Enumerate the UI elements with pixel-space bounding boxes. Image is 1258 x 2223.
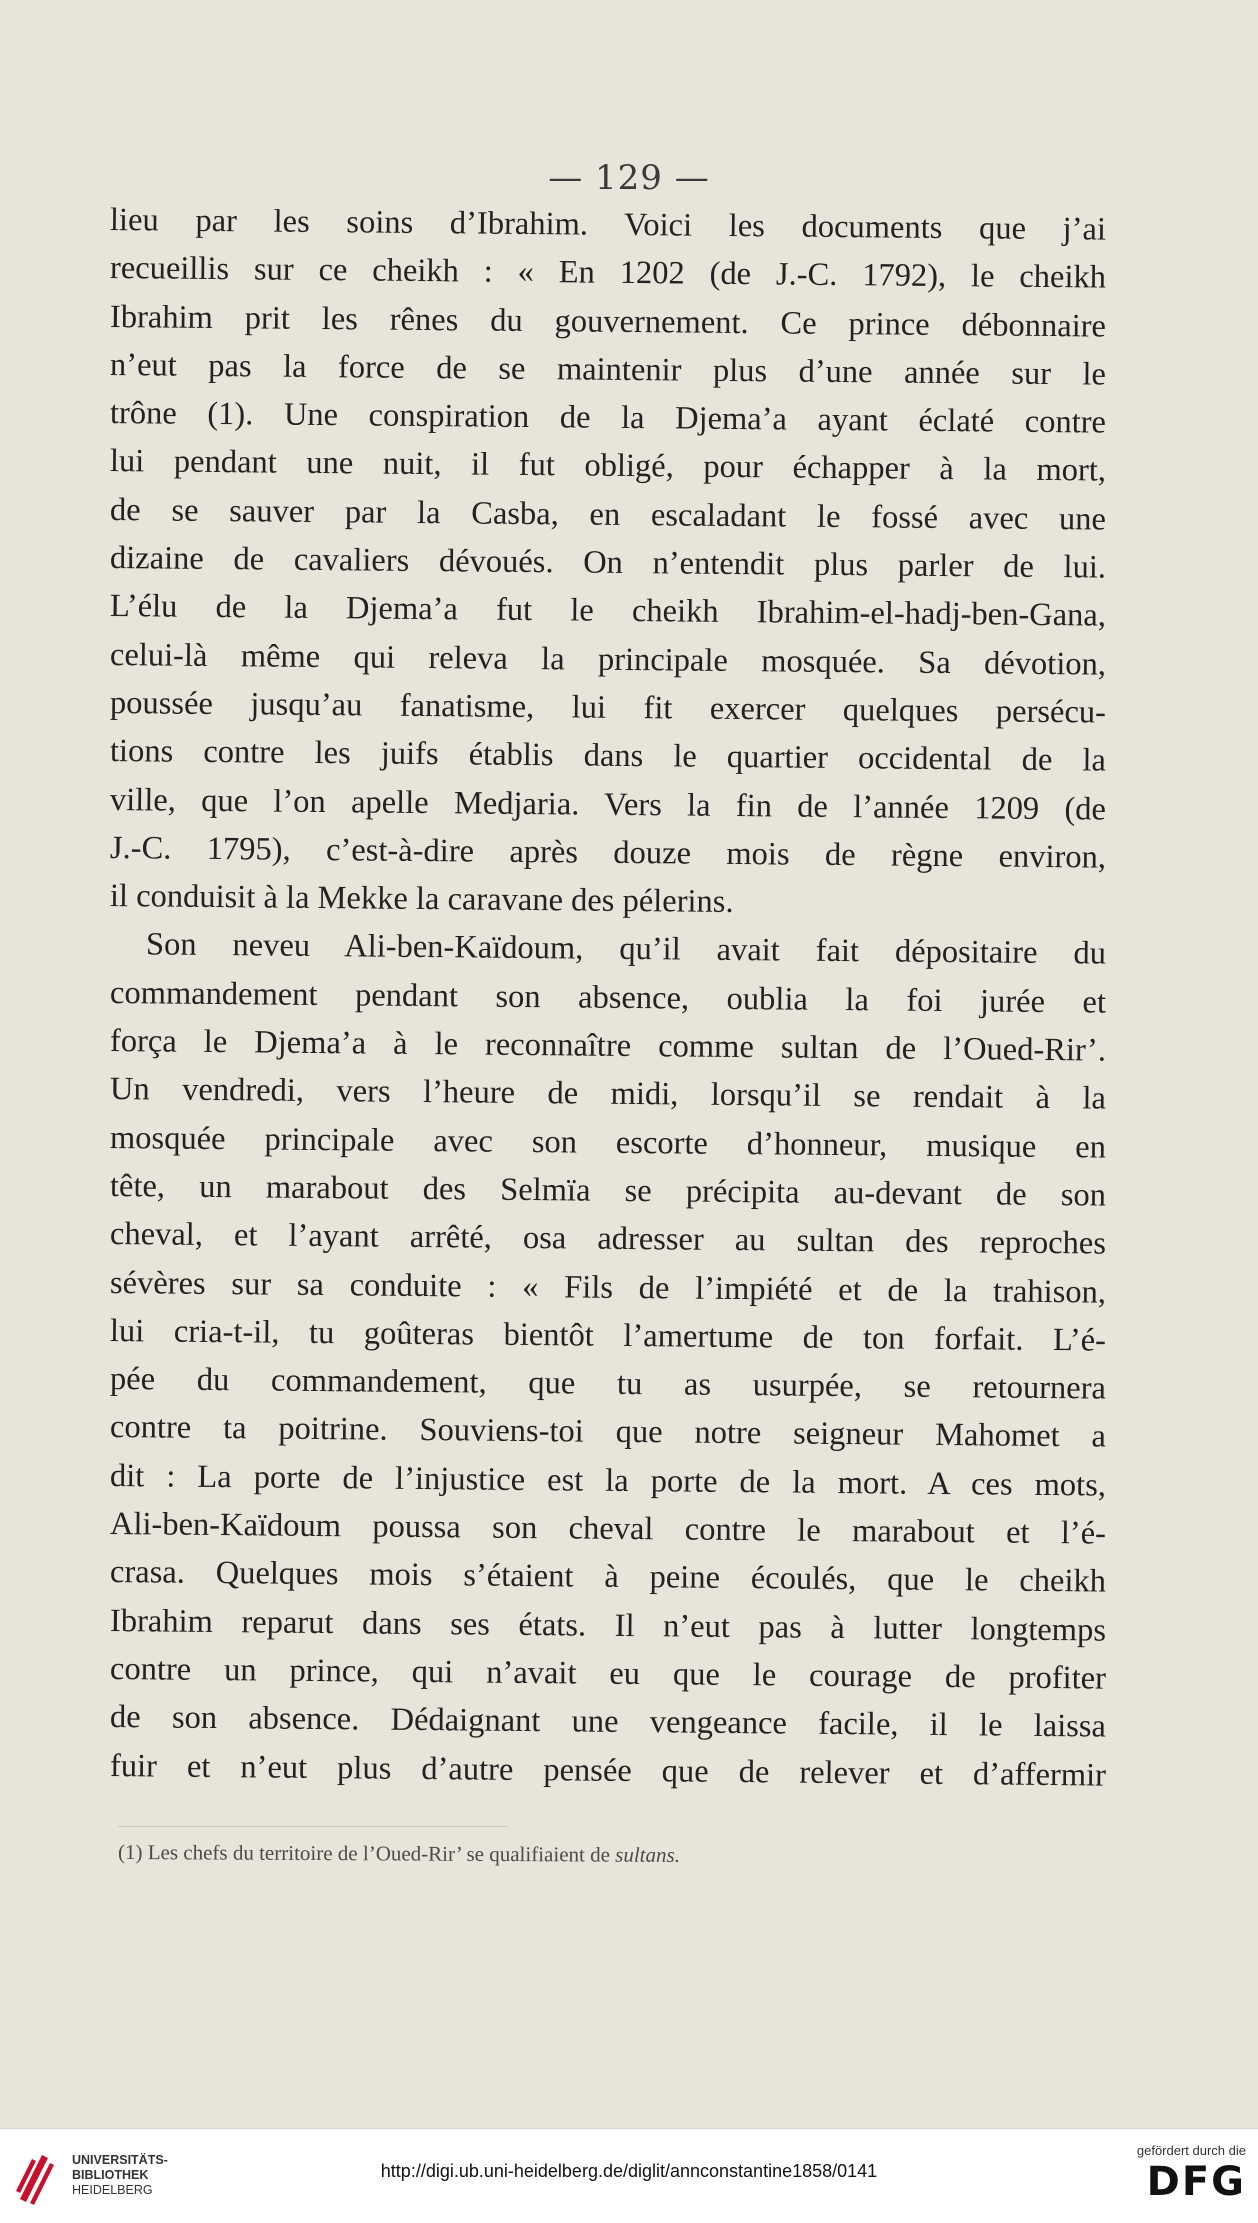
text-line: Un vendredi, vers l’heure de midi, lorsqu’il se rendait à la [109, 1071, 1107, 1117]
funder-label: gefördert durch die [1136, 2143, 1246, 2158]
text-line: de se sauver par la Casba, en escaladant le fossé avec une [109, 491, 1107, 538]
text-line: contre un prince, qui n’avait eu que le courage de profiter [109, 1650, 1107, 1697]
library-name-line: HEIDELBERG [72, 2183, 153, 2197]
text-line: dit : La porte de l’injustice est la porte de la mort. A ces mots, [109, 1457, 1107, 1504]
footnote-emphasis: sultans. [615, 1842, 681, 1867]
text-line: commandement pendant son absence, oublia la foi jurée et [109, 974, 1107, 1021]
text-line: lui cria-t-il, tu goûteras bientôt l’amertume de ton forfait. L’é- [109, 1312, 1107, 1359]
library-name-line: UNIVERSITÄTS- [72, 2153, 168, 2167]
text-line: Ibrahim reparut dans ses états. Il n’eut pas à lutter longtemps [109, 1602, 1107, 1649]
text-line: força le Djema’a à le reconnaître comme sultan de l’Oued-Rir’. [109, 1023, 1107, 1069]
body-text [109, 196, 1107, 1794]
text-line: Ali-ben-Kaïdoum poussa son cheval contre le marabout et l’é- [109, 1506, 1107, 1552]
text-line: J.-C. 1795), c’est-à-dire après douze mois de règne environ, [109, 829, 1107, 876]
text-line: il conduisit à la Mekke la caravane des pélerins. [109, 878, 734, 921]
text-line: recueillis sur ce cheikh : « En 1202 (de J.-C. 1792), le cheikh [109, 250, 1107, 296]
text-line: fuir et n’eut plus d’autre pensée que de relever et d’affermir [109, 1747, 1107, 1794]
text-line: tête, un marabout des Selmïa se précipita au-devant de son [109, 1167, 1107, 1214]
text-line: contre ta poitrine. Souviens-toi que notre seigneur Mahomet a [109, 1409, 1107, 1455]
text-line: Ibrahim prit les rênes du gouvernement. Ce prince débonnaire [109, 298, 1107, 345]
dfg-logo[interactable]: DFG [1146, 2159, 1246, 2205]
text-line: pée du commandement, que tu as usurpée, se retournera [109, 1361, 1107, 1407]
text-line: dizaine de cavaliers dévoués. On n’entendit plus parler de lui. [109, 540, 1107, 586]
text-line: tions contre les juifs établis dans le quartier occidental de la [109, 733, 1107, 779]
source-url-link[interactable]: http://digi.ub.uni-heidelberg.de/diglit/annconstantine1858/0141 [380, 2161, 878, 2181]
viewer-footer [0, 2128, 1258, 2223]
text-line: crasa. Quelques mois s’étaient à peine écoulés, que le cheikh [109, 1554, 1107, 1600]
text-line: n’eut pas la force de se maintenir plus d’une année sur le [109, 346, 1107, 393]
text-line: ville, que l’on apelle Medjaria. Vers la fin de l’année 1209 (de [109, 781, 1107, 828]
text-line: L’élu de la Djema’a fut le cheikh Ibrahim-el-hadj-ben-Gana, [109, 588, 1107, 634]
footnote-marker: (1) [117, 1840, 143, 1865]
text-line: lui pendant une nuit, il fut obligé, pour échapper à la mort, [109, 443, 1107, 490]
footnote-text: Les chefs du territoire de l’Oued-Rir’ se qualifiaient de [147, 1840, 611, 1867]
library-name-line: BIBLIOTHEK [72, 2168, 149, 2182]
text-line: celui-là même qui releva la principale mosquée. Sa dévotion, [109, 636, 1107, 683]
funder-block [1106, 2143, 1246, 2206]
footnote [118, 1840, 1018, 1870]
text-line: Son neveu Ali-ben-Kaïdoum, qu’il avait fait dépositaire du [145, 926, 1107, 973]
footnote-rule [118, 1826, 508, 1827]
text-line: poussée jusqu’au fanatisme, lui fit exercer quelques persécu- [109, 684, 1107, 731]
text-line: sévères sur sa conduite : « Fils de l’impiété et de la trahison, [109, 1264, 1107, 1311]
text-line: trône (1). Une conspiration de la Djema’a ayant éclaté contre [109, 395, 1107, 441]
text-line: cheval, et l’ayant arrêté, osa adresser au sultan des reproches [109, 1216, 1107, 1262]
page-number: — 129 — [548, 158, 710, 198]
text-line: de son absence. Dédaignant une vengeance facile, il le laissa [109, 1699, 1107, 1745]
text-line: lieu par les soins d’Ibrahim. Voici les documents que j’ai [109, 202, 1107, 248]
text-line: mosquée principale avec son escorte d’honneur, musique en [109, 1119, 1107, 1166]
